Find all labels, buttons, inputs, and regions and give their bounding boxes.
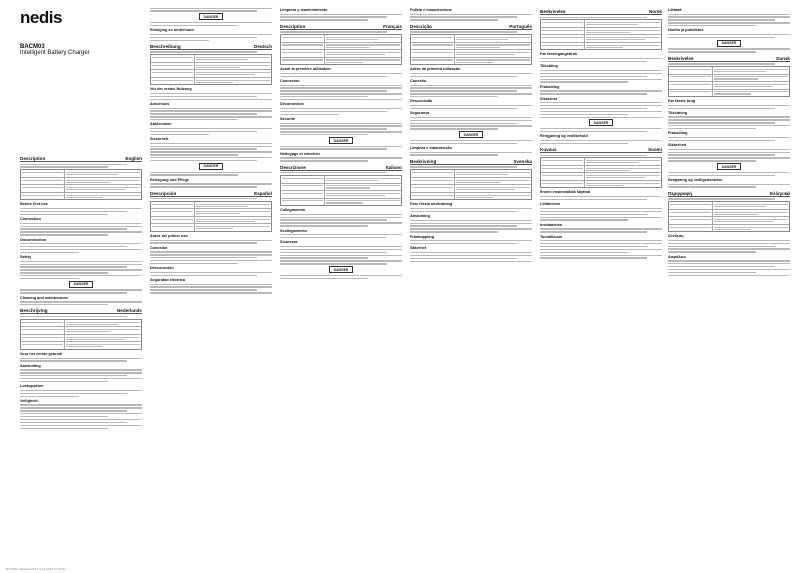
- language-label: Español: [254, 190, 272, 196]
- section-heading: Anslutning: [410, 214, 430, 219]
- language-label: Dansk: [776, 55, 790, 61]
- column-1: [20, 6, 142, 562]
- section-heading: Liitäntä: [668, 8, 682, 12]
- warning-label: DANGER: [199, 163, 224, 170]
- section-heading: Safety: [20, 255, 32, 260]
- section-heading: Voor het eerste gebruik: [20, 351, 63, 356]
- section-heading: Säkerhet: [410, 246, 427, 251]
- parts-table: [410, 34, 532, 65]
- section-header: [20, 156, 142, 162]
- section-heading: Turvallisuus: [540, 234, 563, 239]
- section-title: Description: [280, 23, 306, 29]
- section-header: [410, 159, 532, 165]
- section-heading: Tilkobling: [540, 64, 558, 69]
- warning-label: DANGER: [717, 163, 742, 170]
- section-title: Beschreibung: [150, 43, 181, 49]
- column-6: [668, 6, 790, 562]
- section-heading: Før første brug: [668, 99, 696, 104]
- section-heading: Limpieza y mantenimiento: [280, 8, 328, 12]
- language-label: Svenska: [513, 158, 532, 164]
- section-heading: Sicurezza: [280, 240, 298, 245]
- section-heading: Scollegamento: [280, 228, 308, 233]
- section-heading: Before first use: [20, 202, 48, 207]
- section-heading: Antes del primer uso: [150, 233, 188, 238]
- product-title: Intelligent Battery Charger: [20, 50, 90, 56]
- section-title: Kuvaus: [540, 147, 557, 152]
- section-heading: Desconexão: [410, 99, 433, 104]
- section-heading: Déconnexion: [280, 102, 304, 107]
- warning-label: DANGER: [69, 281, 94, 288]
- warning-label: DANGER: [459, 131, 484, 138]
- section-heading: Sikkerhed: [668, 143, 687, 148]
- section-title: Description: [20, 156, 46, 161]
- section-title: Περιγραφή: [668, 190, 692, 196]
- section-heading: Collegamento: [280, 208, 306, 213]
- language-label: Suomi: [647, 147, 662, 152]
- section-heading: Huolto ja puhdistus: [668, 28, 704, 33]
- parts-table: [280, 34, 402, 65]
- parts-table: [20, 169, 142, 200]
- section-heading: Sikkerhet: [540, 96, 558, 101]
- column-3: [280, 6, 402, 562]
- section-title: Beskrivning: [410, 158, 437, 164]
- section-title: Descrição: [410, 23, 432, 29]
- section-heading: Segurança: [410, 111, 430, 116]
- section-heading: Rengøring og vedligeholdelse: [668, 177, 723, 182]
- column-2: [150, 6, 272, 562]
- section-heading: Limpeza e manutenção: [410, 146, 452, 150]
- section-title: Beskrivelse: [668, 55, 694, 61]
- language-label: English: [125, 156, 142, 161]
- section-heading: Frakobling: [668, 131, 688, 136]
- section-heading: Irrottaminen: [540, 222, 563, 227]
- section-heading: Seguridad eléctrica: [150, 278, 186, 282]
- section-heading: Tilslutning: [668, 110, 688, 115]
- section-heading: Vor der ersten Nutzung: [150, 87, 192, 92]
- section-title: Descrizione: [280, 164, 306, 170]
- section-heading: Pulizia e manutenzione: [410, 8, 452, 12]
- parts-table: [150, 54, 272, 85]
- section-heading: Cleaning and maintenance: [20, 295, 69, 300]
- warning-label: DANGER: [717, 40, 742, 47]
- section-heading: Frakobling: [540, 84, 560, 89]
- parts-table: [540, 19, 662, 50]
- language-label: Ελληνικά: [769, 190, 790, 196]
- warning-label: DANGER: [329, 266, 354, 273]
- section-header: [410, 24, 532, 30]
- section-heading: Connexion: [280, 78, 300, 83]
- section-heading: Nettoyage et entretien: [280, 151, 320, 156]
- section-heading: Ennen ensimmäistä käyttöä: [540, 190, 591, 195]
- section-header: [540, 9, 662, 15]
- section-heading: Sécurité: [280, 116, 295, 121]
- section-heading: Avant la première utilisation: [280, 67, 331, 72]
- print-footer: BACM03_Manual.indd 1 5-12-2016 11:04:00: [6, 567, 66, 571]
- section-header: [20, 308, 142, 314]
- parts-table: [668, 66, 790, 97]
- section-header: [540, 147, 662, 153]
- warning-label: DANGER: [329, 137, 354, 144]
- section-heading: Disconnection: [20, 237, 47, 242]
- section-heading: Frånkoppling: [410, 234, 435, 239]
- section-heading: Anschluss: [150, 101, 170, 106]
- section-heading: Liittäminen: [540, 202, 561, 207]
- section-heading: Desconexión: [150, 266, 174, 271]
- section-heading: Conexão: [410, 78, 427, 83]
- section-header: [150, 44, 272, 50]
- parts-table: [150, 201, 272, 232]
- section-header: [150, 191, 272, 197]
- parts-table: [668, 201, 790, 232]
- section-heading: Loskoppelen: [20, 384, 44, 389]
- language-label: Norsk: [648, 9, 662, 14]
- language-label: Italiano: [385, 164, 402, 170]
- language-label: Deutsch: [253, 43, 272, 49]
- section-header: [280, 165, 402, 171]
- column-4: [410, 6, 532, 562]
- section-heading: Veiligheid: [20, 398, 38, 403]
- section-heading: Σύνδεση: [668, 234, 684, 239]
- parts-table: [20, 319, 142, 350]
- parts-table: [410, 169, 532, 200]
- brand-logo: nedis: [20, 8, 62, 27]
- column-5: [540, 6, 662, 562]
- model-number: BACM03: [20, 44, 45, 50]
- section-heading: Abklemmen: [150, 122, 172, 127]
- section-heading: Reiniging en onderhoud: [150, 28, 194, 33]
- section-heading: Ασφάλεια: [668, 254, 686, 259]
- section-title: Descripción: [150, 190, 177, 196]
- section-heading: Antes da primeira utilização: [410, 67, 461, 72]
- language-label: Português: [509, 23, 532, 29]
- section-heading: Före första användning: [410, 202, 453, 207]
- section-heading: Før førstegangsbruk: [540, 52, 578, 57]
- section-title: Beskrivelse: [540, 9, 566, 14]
- section-heading: Sicherheit: [150, 137, 169, 142]
- section-header: [280, 24, 402, 30]
- language-label: Nederlands: [116, 308, 142, 314]
- language-label: Français: [383, 23, 402, 29]
- warning-label: DANGER: [199, 13, 224, 20]
- section-heading: Conexión: [150, 245, 168, 250]
- warning-label: DANGER: [589, 119, 614, 126]
- section-heading: Rengjøring og vedlikehold: [540, 134, 588, 139]
- parts-table: [280, 175, 402, 206]
- section-header: [668, 56, 790, 62]
- section-heading: Connection: [20, 217, 41, 222]
- section-header: [668, 191, 790, 197]
- parts-table: [540, 157, 662, 188]
- section-heading: Aansluiting: [20, 363, 41, 368]
- section-heading: Reinigung und Pflege: [150, 177, 190, 182]
- section-title: Beschrijving: [20, 308, 48, 314]
